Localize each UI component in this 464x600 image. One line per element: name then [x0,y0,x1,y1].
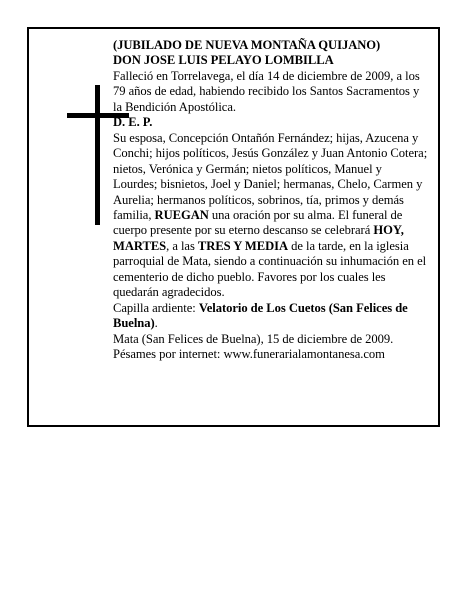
capilla-line: Capilla ardiente: Velatorio de Los Cuetos (San Felices de Buelna). [113,300,408,331]
dep-line: D. E. P. [113,115,153,130]
place-date: Mata (San Felices de Buelna), 15 de diciembre de 2009. [113,331,394,346]
death-paragraph: Falleció en Torrelavega, el día 14 de diciembre de 2009, a los 79 años de edad, habiendo recibido los Santos Sacramentos y la Bendición Apostólica. [113,68,420,114]
condolences-line: Pésames por internet: www.funerarialamontanesa.com [113,347,385,362]
funeral-paragraph: Su esposa, Concepción Ontañón Fernández; hijas, Azucena y Conchi; hijos políticos, Jesús González y Juan Antonio Cotera; nietos, Verónica y Germán; nietos políticos, Manuel y Lourdes; bisnietos, Joel y Daniel; hermanas, Chelo, Carmen y Aurelia; hermanos políticos, sobrinos, tía, primos y demás familia, RUEGAN una oración por su alma. El funeral de cuerpo presente por su eterno descanso se celebrará HOY, MARTES, a las TRES Y MEDIA de la tarde, en la iglesia parroquial de Mata, siendo a continuación su inhumación en el cementerio de dicho pueblo. Favores por los cuales les quedarán agradecidos. [113,130,428,300]
family-text: Su esposa, Concepción Ontañón Fernández; hijas, Azucena y Conchi; hijos políticos, Jesús González y Juan Antonio Cotera; nietos, Verónica y Germán; nietos políticos, Manuel y Lourdes; bisnietos, Joel y Daniel; hermanas, Chelo, Carmen y Aurelia; hermanos políticos, sobrinos, tía, primos y demás familia, [113,130,428,222]
day-text: HOY, MARTES [113,223,404,253]
subtitle: (JUBILADO DE NUEVA MONTAÑA QUIJANO) [113,38,381,52]
cross-icon [95,85,100,225]
deceased-name: DON JOSE LUIS PELAYO LOMBILLA [113,53,334,68]
capilla-place: Velatorio de Los Cuetos (San Felices de Buelna) [113,300,408,331]
obituary-text [113,38,429,363]
ruegan-text: RUEGAN [154,207,209,222]
time-text: TRES Y MEDIA [197,238,289,253]
